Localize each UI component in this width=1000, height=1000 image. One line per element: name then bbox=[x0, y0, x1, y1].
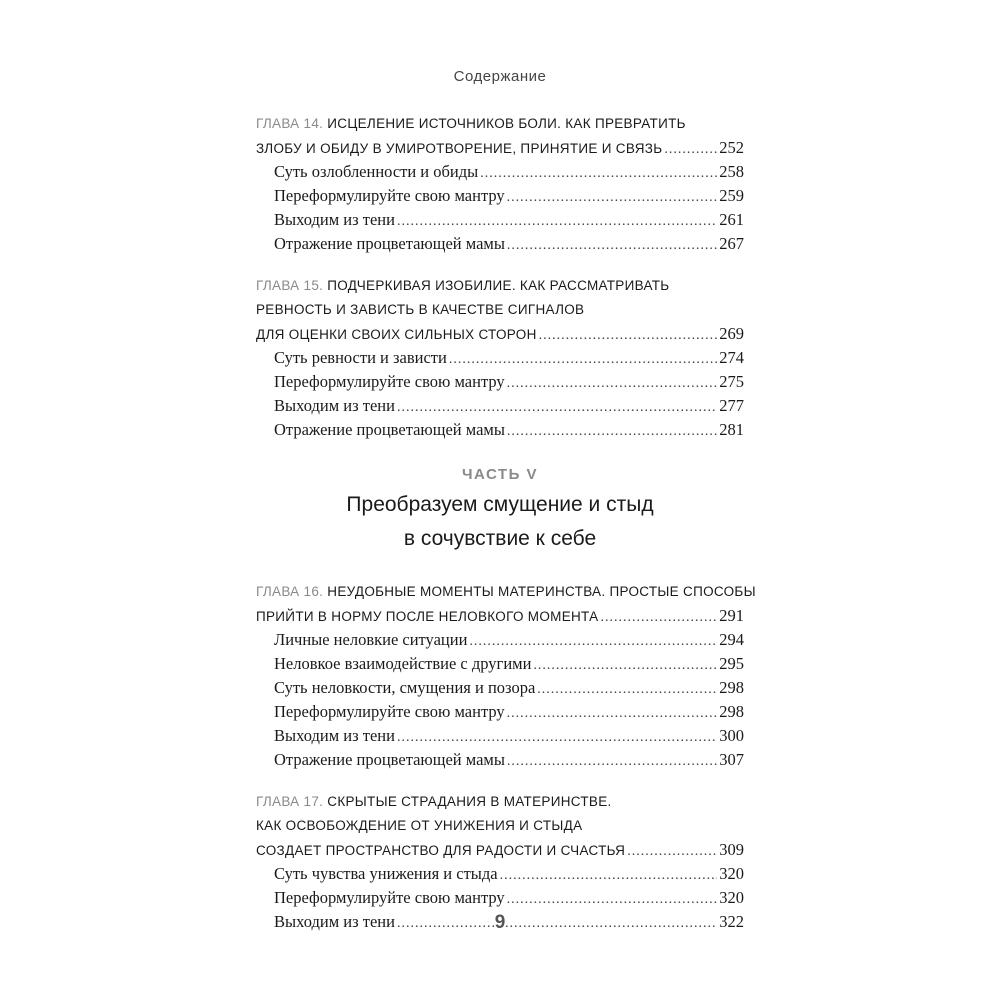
section-page: 267 bbox=[719, 234, 744, 253]
section-title: Личные неловкие ситуации bbox=[274, 630, 468, 649]
dot-leader bbox=[664, 138, 717, 162]
section-title: Переформулируйте свою мантру bbox=[274, 186, 505, 205]
section-page: 307 bbox=[719, 750, 744, 769]
dot-leader bbox=[507, 234, 717, 258]
page-number: 9 bbox=[494, 912, 506, 933]
section-page: 298 bbox=[719, 702, 744, 721]
section-title: Выходим из тени bbox=[274, 396, 395, 415]
chapter-15 bbox=[256, 274, 744, 442]
dot-leader bbox=[533, 654, 717, 678]
chapter-15-title-line-1 bbox=[256, 274, 744, 298]
chapter-16-title-text-2: ПРИЙТИ В НОРМУ ПОСЛЕ НЕЛОВКОГО МОМЕНТА bbox=[256, 609, 599, 624]
dot-leader bbox=[537, 678, 717, 702]
section-title: Выходим из тени bbox=[274, 726, 395, 745]
toc-entry[interactable] bbox=[256, 676, 744, 700]
chapter-15-title-text-3: ДЛЯ ОЦЕНКИ СВОИХ СИЛЬНЫХ СТОРОН bbox=[256, 327, 537, 342]
chapter-14-page: 252 bbox=[719, 138, 744, 157]
dot-leader bbox=[507, 750, 717, 774]
dot-leader bbox=[507, 888, 718, 912]
section-title: Суть озлобленности и обиды bbox=[274, 162, 479, 181]
chapter-17-title-line-2: КАК ОСВОБОЖДЕНИЕ ОТ УНИЖЕНИЯ И СТЫДА bbox=[256, 818, 583, 833]
chapter-15-label: ГЛАВА 15. bbox=[256, 278, 324, 293]
part-5-title-line-1: Преобразуем смущение и стыд bbox=[346, 493, 654, 516]
table-of-contents bbox=[256, 112, 756, 952]
section-title: Суть ревности и зависти bbox=[274, 348, 447, 367]
toc-entry[interactable] bbox=[256, 184, 744, 208]
section-page: 295 bbox=[719, 654, 744, 673]
dot-leader bbox=[507, 702, 718, 726]
toc-entry[interactable] bbox=[256, 232, 744, 256]
section-title: Неловкое взаимодействие с другими bbox=[274, 654, 532, 673]
dot-leader bbox=[397, 726, 717, 750]
section-title: Переформулируйте свою мантру bbox=[274, 702, 505, 721]
chapter-14-label: ГЛАВА 14. bbox=[256, 116, 324, 131]
section-page: 261 bbox=[719, 210, 744, 229]
part-5-heading bbox=[256, 464, 744, 554]
dot-leader bbox=[469, 630, 717, 654]
chapter-14-title-text-2: ЗЛОБУ И ОБИДУ В УМИРОТВОРЕНИЕ, ПРИНЯТИЕ И СВЯЗЬ bbox=[256, 141, 663, 156]
toc-entry[interactable] bbox=[256, 418, 744, 442]
chapter-16-title-line-1 bbox=[256, 580, 756, 604]
toc-entry[interactable] bbox=[256, 886, 744, 910]
section-title: Отражение процветающей мамы bbox=[274, 750, 505, 769]
dot-leader bbox=[507, 372, 718, 396]
chapter-16 bbox=[256, 580, 756, 772]
toc-entry[interactable] bbox=[256, 208, 744, 232]
toc-entry[interactable] bbox=[256, 628, 744, 652]
dot-leader bbox=[500, 864, 718, 888]
toc-entry[interactable] bbox=[256, 394, 744, 418]
section-title: Отражение процветающей мамы bbox=[274, 420, 505, 439]
toc-entry[interactable] bbox=[256, 370, 744, 394]
chapter-17-title-text-3: СОЗДАЕТ ПРОСТРАНСТВО ДЛЯ РАДОСТИ И СЧАСТЬЯ bbox=[256, 843, 626, 858]
running-head: Содержание bbox=[453, 68, 547, 85]
toc-entry[interactable] bbox=[256, 700, 744, 724]
chapter-16-label: ГЛАВА 16. bbox=[256, 584, 324, 599]
dot-leader bbox=[539, 324, 718, 348]
section-page: 274 bbox=[719, 348, 744, 367]
toc-entry[interactable] bbox=[256, 862, 744, 886]
chapter-16-page: 291 bbox=[719, 606, 744, 625]
section-title: Суть чувства унижения и стыда bbox=[274, 864, 498, 883]
chapter-17-title-text-1: СКРЫТЫЕ СТРАДАНИЯ В МАТЕРИНСТВЕ. bbox=[327, 794, 612, 809]
toc-entry[interactable] bbox=[256, 652, 744, 676]
toc-entry[interactable] bbox=[256, 160, 744, 184]
chapter-17-title-line-1 bbox=[256, 790, 744, 814]
toc-entry[interactable] bbox=[256, 724, 744, 748]
section-page: 275 bbox=[719, 372, 744, 391]
section-page: 322 bbox=[719, 912, 744, 931]
section-title: Отражение процветающей мамы bbox=[274, 234, 505, 253]
chapter-17-label: ГЛАВА 17. bbox=[256, 794, 324, 809]
section-page: 300 bbox=[719, 726, 744, 745]
section-page: 277 bbox=[719, 396, 744, 415]
section-title: Переформулируйте свою мантру bbox=[274, 372, 505, 391]
section-title: Выходим из тени bbox=[274, 210, 395, 229]
chapter-14 bbox=[256, 112, 744, 256]
chapter-14-title-line-1 bbox=[256, 112, 744, 136]
section-title: Суть неловкости, смущения и позора bbox=[274, 678, 536, 697]
section-page: 259 bbox=[719, 186, 744, 205]
chapter-15-title-line-2: РЕВНОСТЬ И ЗАВИСТЬ В КАЧЕСТВЕ СИГНАЛОВ bbox=[256, 302, 585, 317]
part-5-title-line-2: в сочувствие к себе bbox=[403, 527, 597, 550]
section-page: 294 bbox=[719, 630, 744, 649]
dot-leader bbox=[627, 840, 717, 864]
section-page: 298 bbox=[719, 678, 744, 697]
section-title: Переформулируйте свою мантру bbox=[274, 888, 505, 907]
chapter-15-title-text-1: ПОДЧЕРКИВАЯ ИЗОБИЛИЕ. КАК РАССМАТРИВАТЬ bbox=[327, 278, 670, 293]
dot-leader bbox=[600, 606, 717, 630]
dot-leader bbox=[449, 348, 717, 372]
section-page: 320 bbox=[719, 888, 744, 907]
toc-entry[interactable] bbox=[256, 346, 744, 370]
chapter-16-title-text-1: НЕУДОБНЫЕ МОМЕНТЫ МАТЕРИНСТВА. ПРОСТЫЕ СПОСОБЫ bbox=[327, 584, 756, 599]
section-page: 281 bbox=[719, 420, 744, 439]
chapter-16-title-entry[interactable] bbox=[256, 604, 744, 628]
toc-entry[interactable] bbox=[256, 748, 744, 772]
dot-leader bbox=[507, 186, 718, 210]
dot-leader bbox=[397, 210, 717, 234]
section-page: 320 bbox=[719, 864, 744, 883]
part-5-label: ЧАСТЬ V bbox=[461, 466, 539, 483]
chapter-14-title-text-1: ИСЦЕЛЕНИЕ ИСТОЧНИКОВ БОЛИ. КАК ПРЕВРАТИТЬ bbox=[327, 116, 686, 131]
section-page: 258 bbox=[719, 162, 744, 181]
chapter-17-page: 309 bbox=[719, 840, 744, 859]
dot-leader bbox=[507, 420, 717, 444]
chapter-14-title-entry[interactable] bbox=[256, 136, 744, 160]
chapter-15-page: 269 bbox=[719, 324, 744, 343]
dot-leader bbox=[397, 396, 717, 420]
chapter-15-title-entry[interactable] bbox=[256, 322, 744, 346]
dot-leader bbox=[480, 162, 717, 186]
section-title: Выходим из тени bbox=[274, 912, 395, 931]
chapter-17-title-entry[interactable] bbox=[256, 838, 744, 862]
